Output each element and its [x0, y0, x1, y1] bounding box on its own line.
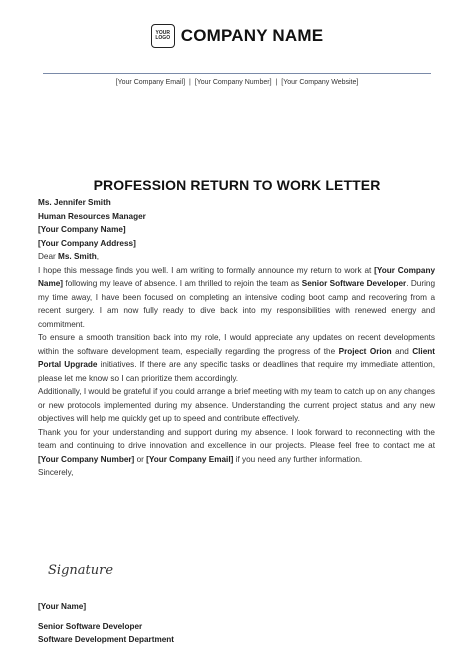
contact-website: [Your Company Website] [281, 79, 359, 86]
paragraph-text: . During my time away, I have been focused on completing an intensive coding boot camp and recovering from a recent surgery. I am now fully ready to dive back into my responsibilities with renewed energy and commitment. [38, 279, 436, 329]
sender-department: Software Development Department [38, 635, 175, 644]
paragraph-text: initiatives. If there are any specific tasks or deadlines that require my immediate attention, please let me know so I can prioritize them accordingly. [38, 360, 435, 383]
paragraph-transition [38, 331, 435, 385]
signature-block [48, 561, 113, 579]
company-name: COMPANY NAME [180, 26, 324, 45]
sender-block [38, 600, 174, 647]
paragraph-text: I hope this message finds you well. I am writing to formally announce my return to work at [38, 265, 375, 275]
paragraph-text: or [134, 454, 147, 464]
signoff: Sincerely, [38, 468, 74, 477]
paragraph-text: Thank you for your understanding and support during my absence. I look forward to reconnecting with the team and continuing to drive innovation and excellence in our projects. Please feel free to contact me at [38, 427, 435, 450]
number-placeholder: [Your Company Number] [38, 454, 135, 464]
paragraph-text: if you need any further information. [233, 454, 363, 464]
letterhead [0, 24, 474, 48]
paragraph-text: following my leave of absence. I am thrilled to rejoin the team as [63, 279, 302, 288]
signature: Signature [48, 563, 114, 578]
salutation-suffix: , [96, 252, 99, 261]
project-name: Client Portal Upgrade [38, 346, 435, 369]
paragraph-text: and [391, 346, 413, 356]
contact-email: [Your Company Email] [115, 79, 186, 86]
contact-number: [Your Company Number] [194, 79, 272, 86]
paragraph-text: To ensure a smooth transition back into my role, I would appreciate any updates on recent developments within the software development team, especially regarding the progress of the [38, 333, 435, 356]
sender-name: [Your Name] [38, 602, 87, 611]
company-placeholder: [Your Company Name] [38, 265, 436, 288]
paragraph-intro [38, 264, 435, 332]
recipient-position: Human Resources Manager [38, 211, 146, 221]
email-placeholder: [Your Company Email] [146, 454, 234, 464]
salutation-prefix: Dear [38, 252, 59, 261]
salutation-name: Ms. Smith [58, 252, 97, 261]
project-name: Project Orion [338, 346, 392, 356]
recipient-address: [Your Company Address] [38, 238, 136, 248]
recipient-name: Ms. Jennifer Smith [38, 198, 111, 207]
contact-separator: | [189, 79, 191, 86]
salutation [38, 250, 435, 264]
sender-title: Senior Software Developer [38, 621, 143, 631]
recipient-company: [Your Company Name] [38, 225, 126, 234]
paragraph-thanks [38, 426, 435, 467]
logo-text-line2: LOGO [155, 35, 171, 41]
logo-text-line1: YOUR [155, 29, 170, 36]
role-title: Senior Software Developer [301, 279, 407, 288]
paragraph-meeting: Additionally, I would be grateful if you could arrange a brief meeting with my team to catch up on any changes or new protocols implemented during my absence. Understanding the current project status and any new objectives will help me quickly get up to speed and contribute effectively. [38, 387, 435, 423]
letter-body [38, 196, 435, 480]
header-divider [43, 73, 431, 74]
letter-title: PROFESSION RETURN TO WORK LETTER [93, 177, 381, 193]
contact-line [0, 79, 474, 86]
logo-placeholder [151, 24, 175, 48]
contact-separator: | [275, 79, 278, 86]
